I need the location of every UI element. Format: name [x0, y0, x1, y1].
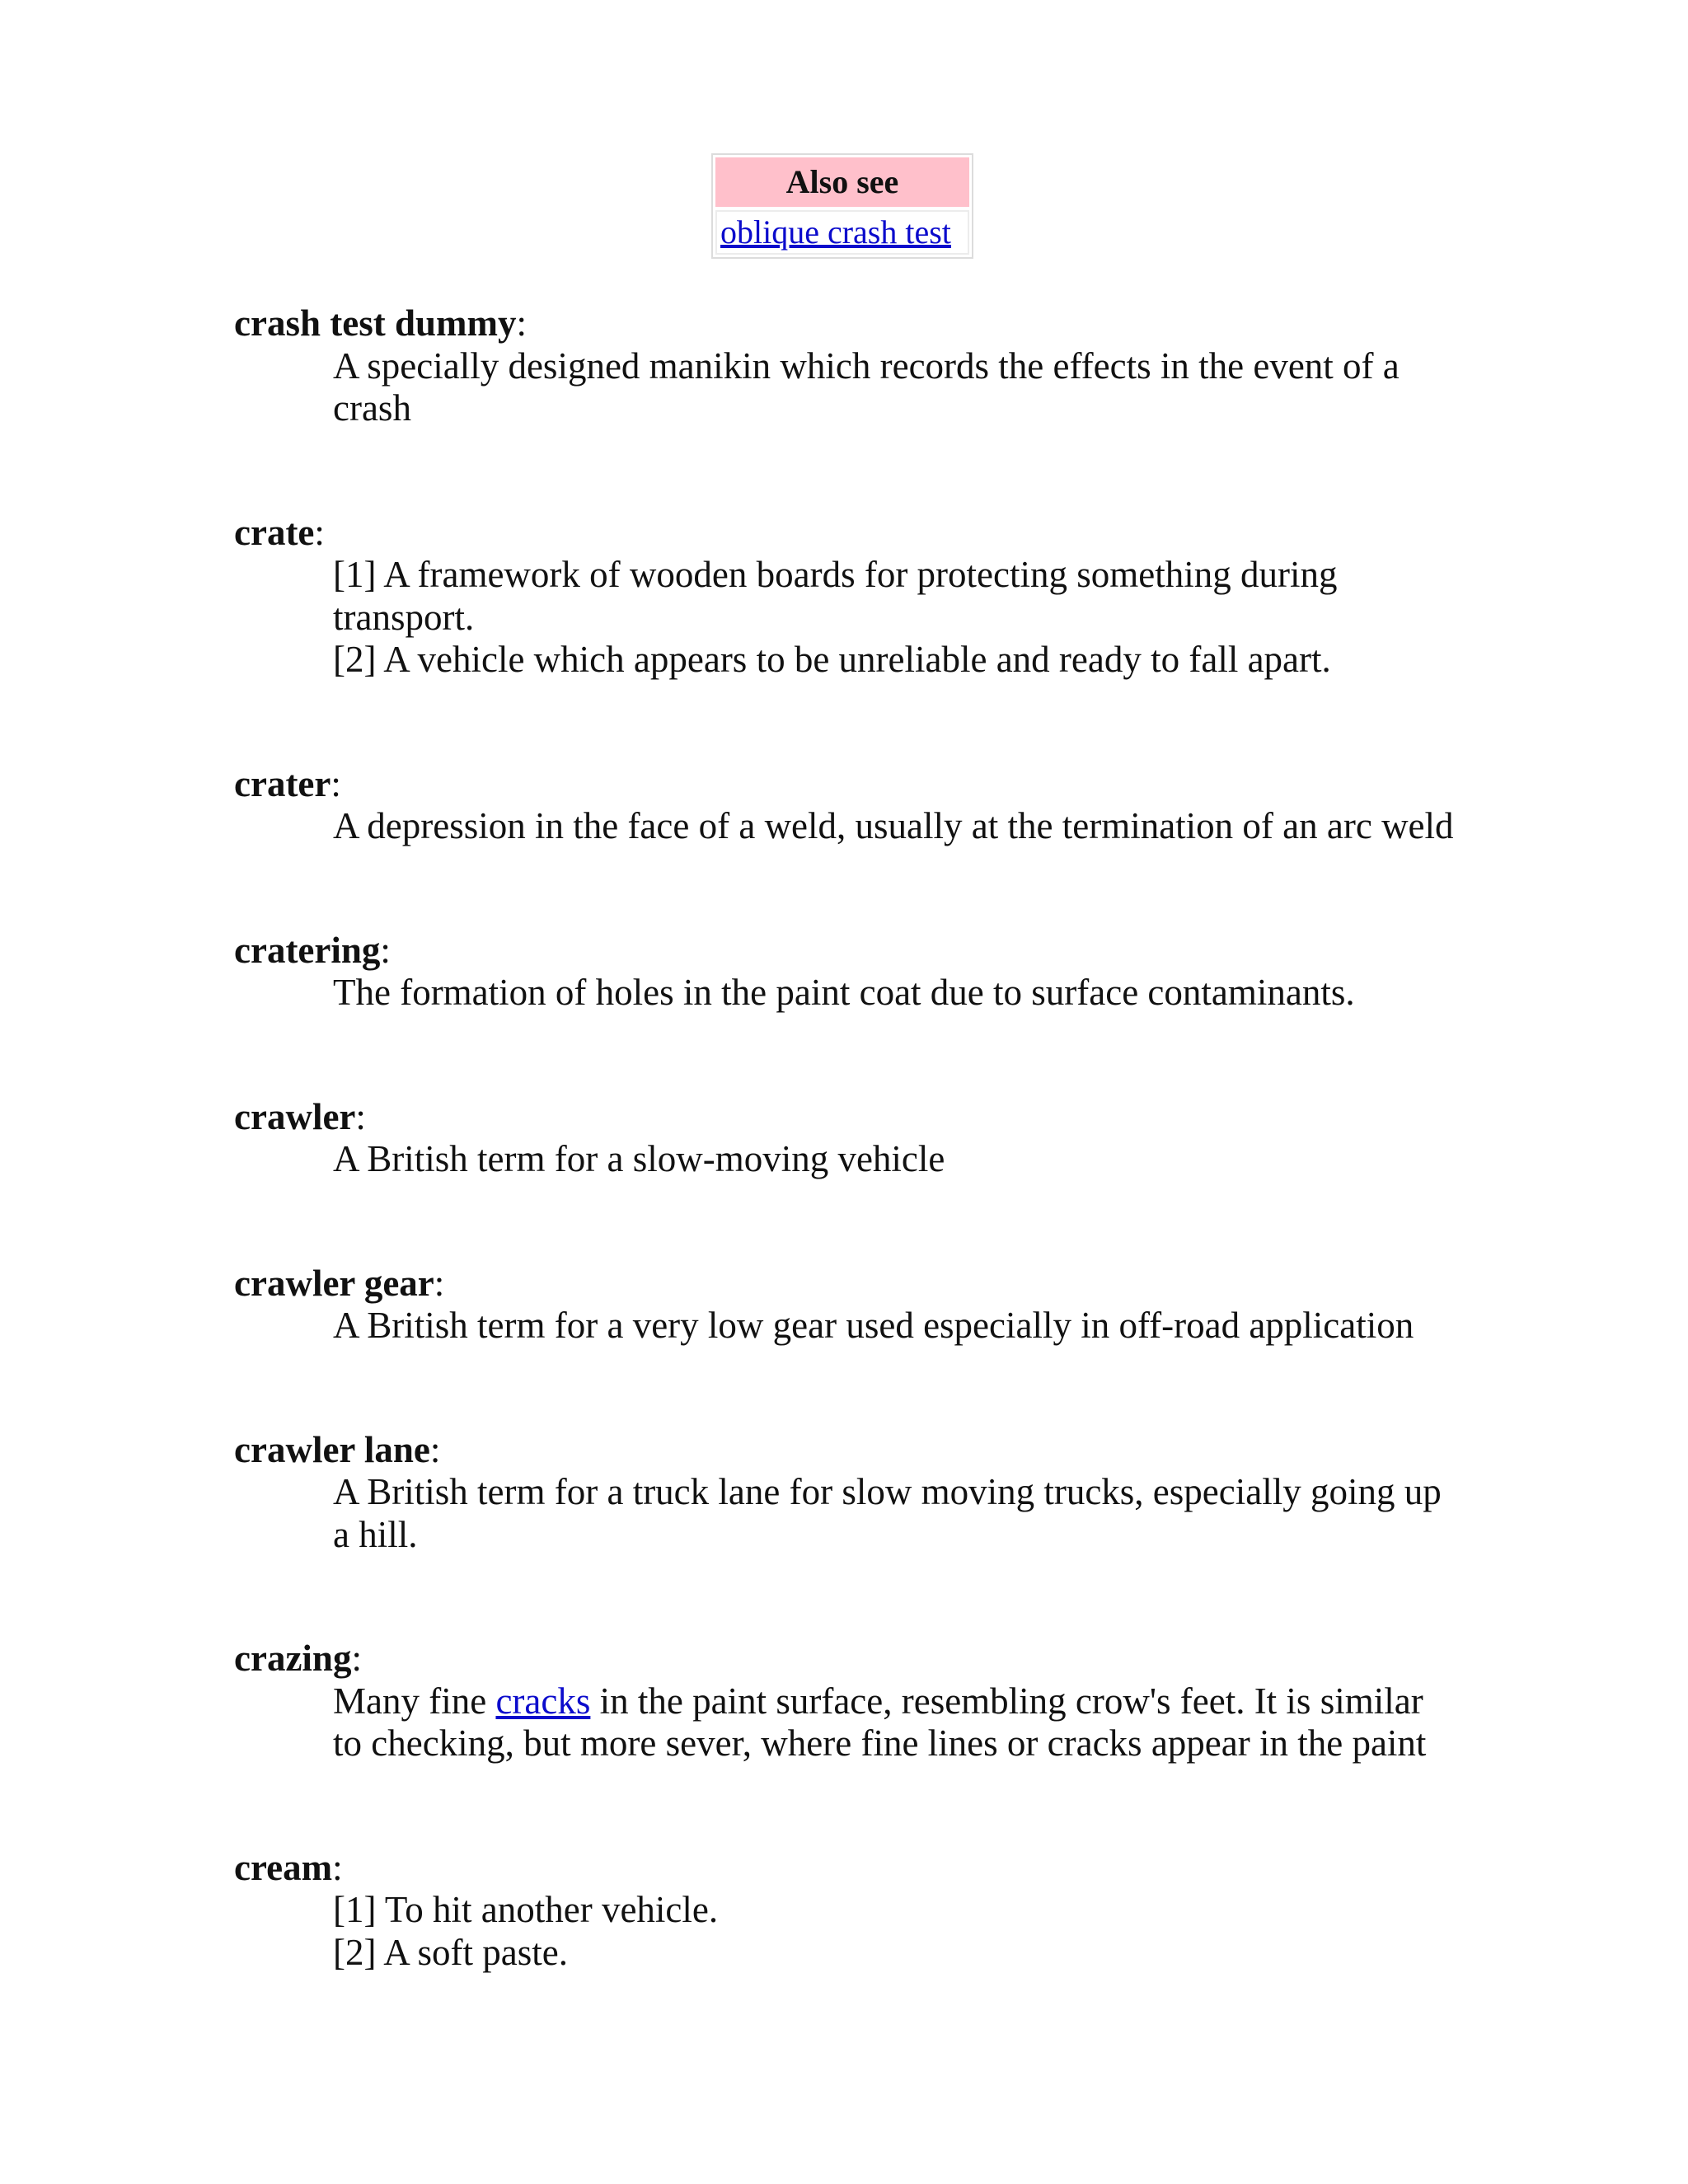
- definition-sense: [333, 1680, 1454, 1765]
- term-colon: :: [429, 1428, 441, 1470]
- term-colon: :: [516, 302, 527, 344]
- entry-term: crawler lane: [234, 1428, 430, 1470]
- entry-definition: [333, 1138, 1454, 1181]
- entry-definition: [333, 1889, 1454, 1974]
- entry-term: crate: [234, 511, 315, 553]
- entry-definition: [333, 805, 1454, 848]
- entry-term: cratering: [234, 929, 381, 971]
- entry-term-line: [234, 1096, 1454, 1139]
- definition-sense: [1] A framework of wooden boards for protecting something during transport.: [333, 554, 1338, 638]
- glossary-entry: [234, 930, 1454, 1015]
- entry-definition: [333, 1471, 1454, 1556]
- term-colon: :: [355, 1095, 366, 1137]
- glossary-entry: [234, 1429, 1454, 1557]
- definition-sense: [1] To hit another vehicle.: [333, 1889, 719, 1930]
- definition-sense: A British term for a very low gear used especially in off-road application: [333, 1305, 1414, 1346]
- glossary-entry: [234, 1638, 1454, 1765]
- glossary-entry: [234, 1263, 1454, 1347]
- entry-term: crater: [234, 762, 331, 804]
- glossary-entry: [234, 302, 1454, 430]
- also-see-cell: [715, 210, 969, 255]
- entry-term: crash test dummy: [234, 302, 517, 344]
- sense-text: in the paint surface, resembling crow's feet. It is similar to checking, but more sever, where fine lines or cracks appear in the paint: [333, 1680, 1427, 1764]
- entry-term-line: [234, 302, 1454, 345]
- glossary-entry: [234, 512, 1454, 682]
- entry-term: crazing: [234, 1638, 352, 1679]
- definition-sense: The formation of holes in the paint coat due to surface contaminants.: [333, 972, 1355, 1013]
- term-colon: :: [332, 1846, 343, 1888]
- glossary-entry: [234, 1847, 1454, 1975]
- glossary-entry: [234, 1096, 1454, 1181]
- also-see-link-oblique-crash-test[interactable]: oblique crash test: [720, 213, 951, 251]
- also-see-heading: Also see: [715, 157, 969, 207]
- term-colon: :: [351, 1638, 362, 1679]
- also-see-box: [711, 153, 973, 259]
- entry-term-line: [234, 930, 1454, 972]
- term-colon: :: [434, 1262, 445, 1304]
- definition-sense: A specially designed manikin which records the effects in the event of a crash: [333, 344, 1400, 429]
- entry-term-line: [234, 1847, 1454, 1890]
- entry-term-line: [234, 763, 1454, 806]
- entry-definition: [333, 345, 1454, 430]
- definition-sense: [2] A soft paste.: [333, 1931, 568, 1973]
- glossary-entry: [234, 763, 1454, 848]
- term-colon: :: [331, 762, 341, 804]
- entry-definition: [333, 1305, 1454, 1347]
- entry-definition: [333, 1680, 1454, 1765]
- entry-term-line: [234, 1638, 1454, 1680]
- entry-term: crawler: [234, 1095, 356, 1137]
- term-colon: :: [380, 929, 391, 971]
- definition-sense: A British term for a truck lane for slow moving trucks, especially going up a hill.: [333, 1471, 1442, 1555]
- sense-text: Many fine: [333, 1680, 496, 1722]
- entry-term: cream: [234, 1846, 333, 1888]
- definition-sense: A British term for a slow-moving vehicle: [333, 1138, 945, 1179]
- term-colon: :: [314, 511, 325, 553]
- definition-sense: [2] A vehicle which appears to be unreliable and ready to fall apart.: [333, 639, 1331, 680]
- definition-sense: A depression in the face of a weld, usually at the termination of an arc weld: [333, 805, 1454, 846]
- entry-definition: [333, 972, 1454, 1015]
- entry-definition: [333, 554, 1454, 682]
- entry-term: crawler gear: [234, 1262, 434, 1304]
- glossary-list: [234, 302, 1454, 2055]
- entry-term-line: [234, 1429, 1454, 1472]
- inline-link-cracks[interactable]: cracks: [495, 1680, 591, 1722]
- entry-term-line: [234, 1263, 1454, 1305]
- entry-term-line: [234, 512, 1454, 555]
